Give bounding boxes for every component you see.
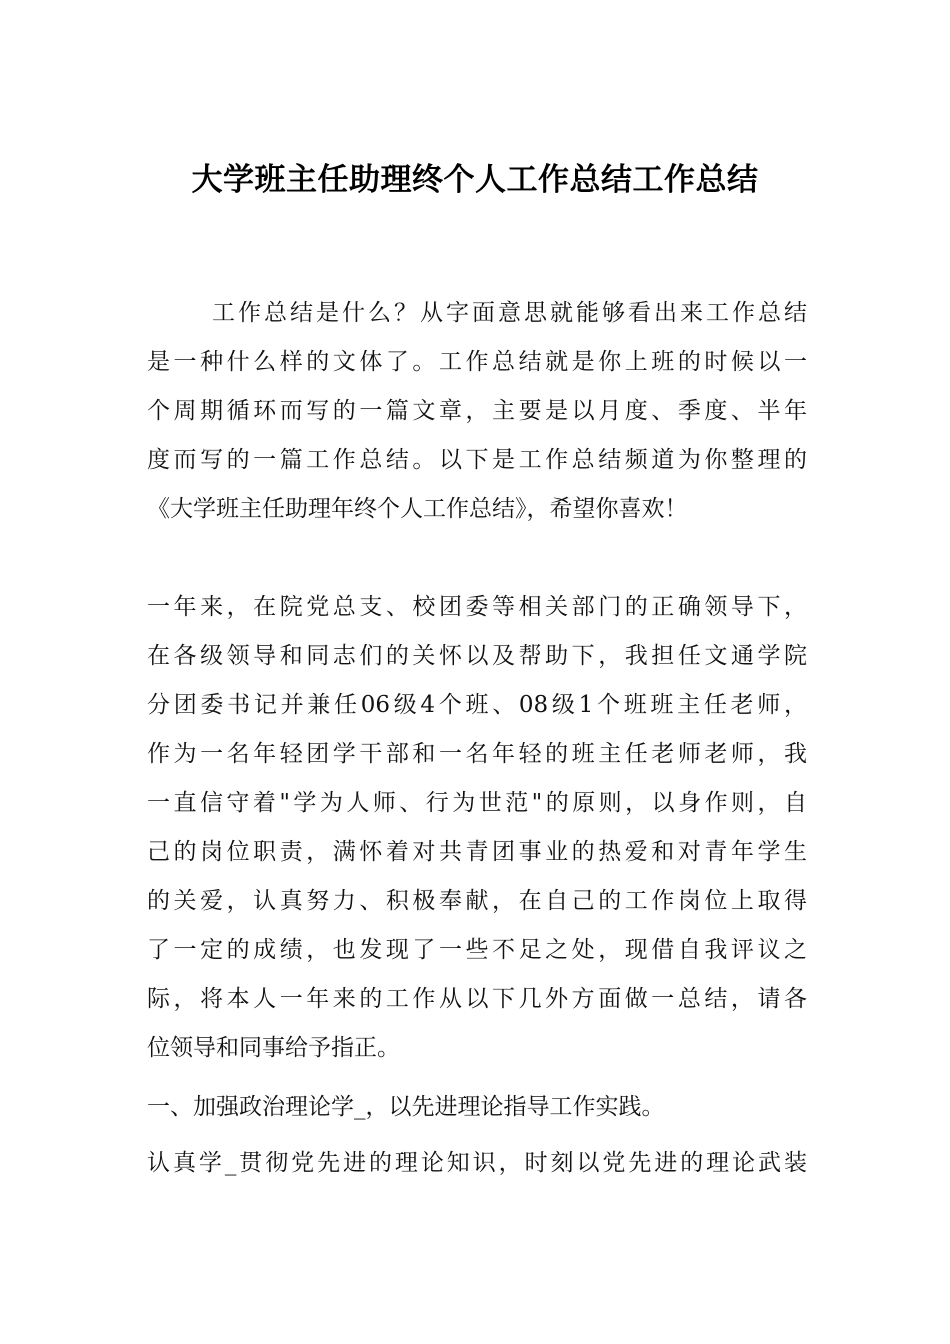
body-line: 己的岗位职责，满怀着对共青团事业的热爱和对青年学生 (147, 839, 807, 865)
intro-line: 个周期循环而写的一篇文章，主要是以月度、季度、半年 (147, 398, 807, 424)
body-line: 认真学_贯彻党先进的理论知识，时刻以党先进的理论武装 (147, 1150, 807, 1176)
section-heading: 一、加强政治理论学_，以先进理论指导工作实践。 (147, 1094, 665, 1120)
document-title: 大学班主任助理终个人工作总结工作总结 (191, 162, 759, 198)
intro-line: 度而写的一篇工作总结。以下是工作总结频道为你整理的 (147, 447, 807, 473)
body-line: 一直信守着"学为人师、行为世范"的原则，以身作则，自 (147, 790, 807, 816)
intro-line: 是一种什么样的文体了。工作总结就是你上班的时候以一 (147, 349, 807, 375)
body-line: 一年来，在院党总支、校团委等相关部门的正确领导下， (147, 594, 807, 620)
body-line: 分团委书记并兼任06级4个班、08级1个班班主任老师， (147, 692, 807, 718)
body-line: 在各级领导和同志们的关怀以及帮助下，我担任文通学院 (147, 643, 807, 669)
intro-line: 工作总结是什么？从字面意思就能够看出来工作总结 (212, 300, 807, 326)
body-line: 际，将本人一年来的工作从以下几外方面做一总结，请各 (147, 986, 807, 1012)
body-line: 位领导和同事给予指正。 (147, 1035, 400, 1061)
intro-line: 《大学班主任助理年终个人工作总结》，希望你喜欢！ (147, 496, 688, 522)
body-line: 作为一名年轻团学干部和一名年轻的班主任老师老师，我 (147, 741, 807, 767)
body-line: 了一定的成绩，也发现了一些不足之处，现借自我评议之 (147, 937, 807, 963)
body-line: 的关爱，认真努力、积极奉献，在自己的工作岗位上取得 (147, 888, 807, 914)
